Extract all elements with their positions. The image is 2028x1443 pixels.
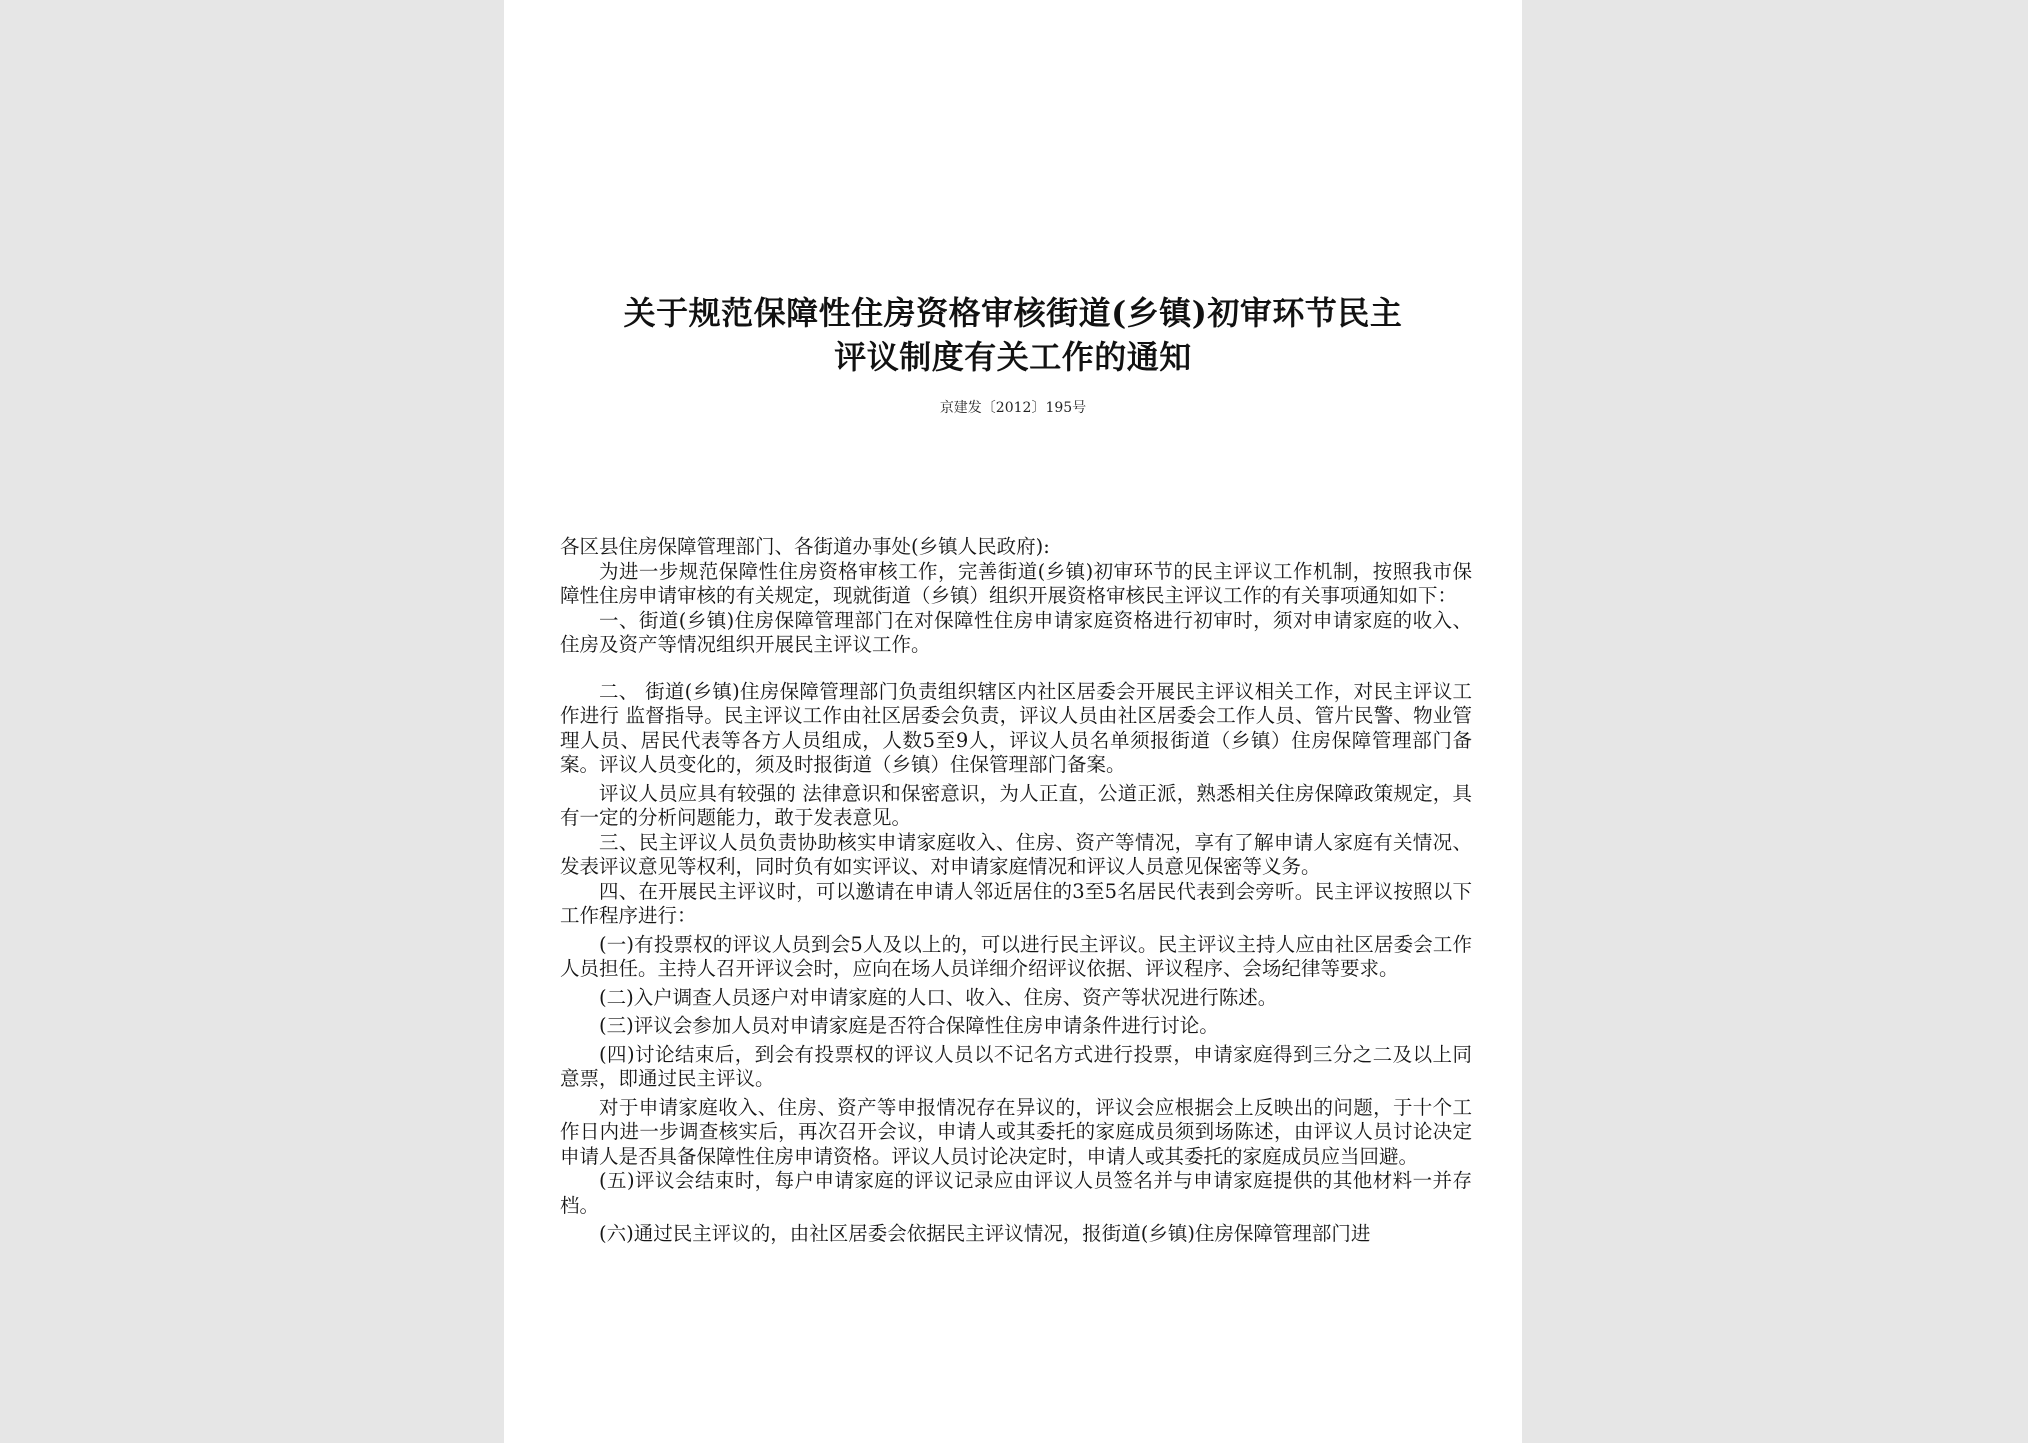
document-title: [504, 291, 1522, 379]
paragraph-step-1: (一)有投票权的评议人员到会5人及以上的，可以进行民主评议。民主评议主持人应由社区居委会工作人员担任。主持人召开评议会时，应向在场人员详细介绍评议依据、评议程序、会场纪律等要求。: [560, 932, 1472, 980]
paragraph-step-2: (二)入户调查人员逐户对申请家庭的人口、收入、住房、资产等状况进行陈述。: [599, 985, 1278, 1009]
paragraph-item-2: 二、 街道(乡镇)住房保障管理部门负责组织辖区内社区居委会开展民主评议相关工作，对民主评议工作进行 监督指导。民主评议工作由社区居委会负责，评议人员由社区居委会工作人员、管片民警、物业管理人员、居民代表等各方人员组成，人数5至9人，评议人员名单须报街道（乡镇）住房保障管理部门备案。评议人员变化的，须及时报街道（乡镇）住保管理部门备案。: [560, 679, 1472, 776]
paragraph-dispute: 对于申请家庭收入、住房、资产等申报情况存在异议的，评议会应根据会上反映出的问题，于十个工作日内进一步调查核实后，再次召开会议，申请人或其委托的家庭成员须到场陈述，由评议人员讨论决定申请人是否具备保障性住房申请资格。评议人员讨论决定时，申请人或其委托的家庭成员应当回避。: [560, 1095, 1472, 1168]
paragraph-step-4: (四)讨论结束后，到会有投票权的评议人员以不记名方式进行投票，申请家庭得到三分之二及以上同意票，即通过民主评议。: [560, 1042, 1472, 1090]
paragraph-item-1: 一、街道(乡镇)住房保障管理部门在对保障性住房申请家庭资格进行初审时，须对申请家庭的收入、住房及资产等情况组织开展民主评议工作。: [560, 608, 1472, 656]
document-page: [504, 0, 1522, 1443]
paragraph-step-5: (五)评议会结束时，每户申请家庭的评议记录应由评议人员签名并与申请家庭提供的其他材料一并存档。: [560, 1169, 1472, 1217]
title-line-2: 评议制度有关工作的通知: [834, 338, 1192, 376]
paragraph-item-3: 三、民主评议人员负责协助核实申请家庭收入、住房、资产等情况，享有了解申请人家庭有关情况、发表评议意见等权利，同时负有如实评议、对申请家庭情况和评议人员意见保密等义务。: [560, 830, 1472, 878]
document-body: [560, 535, 1472, 1247]
paragraph-step-3: (三)评议会参加人员对申请家庭是否符合保障性住房申请条件进行讨论。: [599, 1014, 1219, 1037]
paragraph-qualification: 评议人员应具有较强的 法律意识和保密意识，为人正直，公道正派，熟悉相关住房保障政策规定，具有一定的分析问题能力，敢于发表意见。: [560, 781, 1472, 829]
title-line-1: 关于规范保障性住房资格审核街道(乡镇)初审环节民主: [623, 294, 1403, 332]
paragraph-intro: 为进一步规范保障性住房资格审核工作，完善街道(乡镇)初审环节的民主评议工作机制，按照我市保障性住房申请审核的有关规定，现就街道（乡镇）组织开展资格审核民主评议工作的有关事项通知如下：: [560, 559, 1472, 607]
document-number: 京建发〔2012〕195号: [939, 400, 1087, 416]
paragraph-step-6: (六)通过民主评议的，由社区居委会依据民主评议情况，报街道(乡镇)住房保障管理部门进: [599, 1222, 1371, 1245]
paragraph-item-4: 四、在开展民主评议时，可以邀请在申请人邻近居住的3至5名居民代表到会旁听。民主评议按照以下工作程序进行：: [560, 879, 1472, 927]
salutation: 各区县住房保障管理部门、各街道办事处(乡镇人民政府):: [560, 535, 1050, 558]
